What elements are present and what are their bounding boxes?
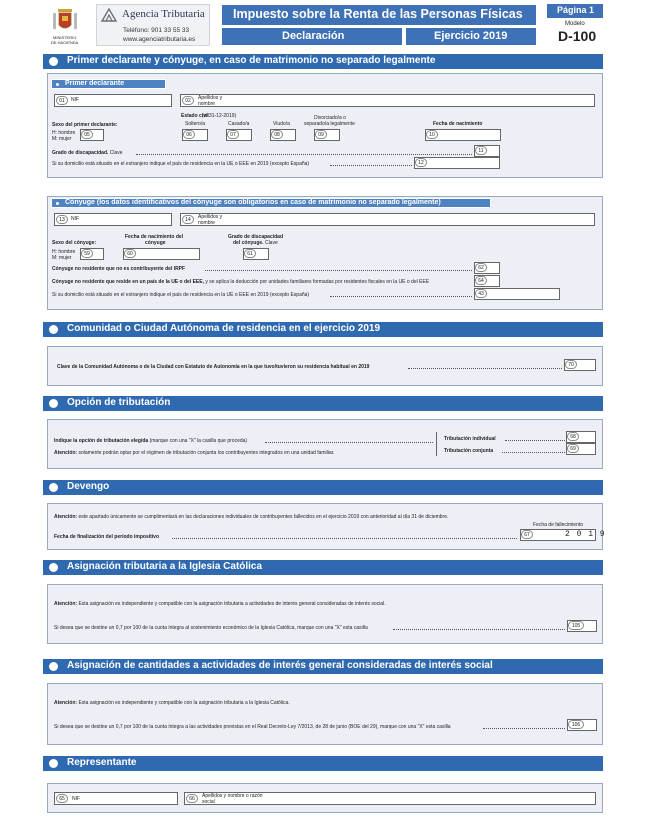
box-num-43: 43 bbox=[475, 289, 487, 298]
box-num-66: 66 bbox=[186, 794, 198, 803]
agency-phone: Teléfono: 901 33 55 33 bbox=[123, 27, 190, 34]
box-num-12: 12 bbox=[415, 158, 427, 167]
church-panel bbox=[47, 584, 603, 644]
box-num-70: 70 bbox=[565, 360, 577, 369]
representative-nif-label: NIF bbox=[72, 796, 81, 802]
spouse-name-label-2: nombre bbox=[198, 220, 215, 226]
civil-option-divorced-1: Divorciado/a o bbox=[314, 115, 346, 121]
box-num-14: 14 bbox=[182, 215, 194, 224]
section-first-declarant-bar: Primer declarante y cónyuge, en caso de matrimonio no separado legalmente bbox=[43, 54, 603, 69]
representative-name-label-2: social bbox=[202, 799, 215, 805]
box-num-61: 61 bbox=[244, 249, 256, 258]
dot-leader bbox=[408, 368, 562, 369]
civil-option-divorced-2: separado/a legalmente bbox=[304, 121, 355, 127]
death-date-year: 2 0 1 9 bbox=[565, 530, 606, 539]
section-bullet-icon bbox=[49, 57, 58, 66]
section-bullet-icon bbox=[49, 483, 58, 492]
civil-option-widowed: Viudo/a bbox=[273, 121, 290, 127]
box-num-07: 07 bbox=[227, 130, 239, 139]
spouse-birth-label-2: cónyuge bbox=[145, 240, 166, 246]
section-church-bar: Asignación tributaria a la Iglesia Católica bbox=[43, 560, 603, 575]
box-num-09: 09 bbox=[315, 130, 327, 139]
agency-card bbox=[96, 4, 210, 46]
social-label: Si desea que se destine un 0,7 por 100 de la cuota íntegra a las actividades previstas en el Real Decreto-Ley 7/2013, de 28 de junio (BOE del 29), marque con una "X" esta casilla bbox=[54, 724, 451, 730]
ministry-line2: DE HACIENDA bbox=[51, 40, 79, 45]
box-num-08: 08 bbox=[271, 130, 283, 139]
spouse-sex-label: Sexo del cónyuge: bbox=[52, 240, 97, 246]
box-num-13: 13 bbox=[56, 215, 68, 224]
section-social-bar: Asignación de cantidades a actividades de interés general consideradas de interés social bbox=[43, 659, 603, 674]
spouse-name-label-1: Apellidos y bbox=[198, 214, 223, 220]
section-bullet-icon bbox=[49, 662, 58, 671]
box-num-10: 10 bbox=[426, 130, 438, 139]
civil-label: Estado civil bbox=[181, 113, 209, 119]
box-num-11: 11 bbox=[475, 146, 487, 155]
community-label: Clave de la Comunidad Autónoma o de la Ciudad con Estatuto de Autonomía en la que tuvo/tuvieron su residencia habitual en 2019 bbox=[57, 364, 370, 370]
section-bullet-icon bbox=[49, 563, 58, 572]
taxation-attention-row: Atención: solamente podrán optar por el régimen de tributación conjunta los contribuyentes integrados en una unidad familiar. bbox=[54, 450, 335, 456]
name-label-2: nombre bbox=[198, 101, 215, 107]
spouse-disability-label-1: Grado de discapacidad bbox=[228, 234, 284, 240]
representative-name-label-1: Apellidos y nombre o razón bbox=[202, 793, 263, 799]
box-num-64: 64 bbox=[475, 276, 487, 285]
dot-leader bbox=[393, 629, 565, 630]
dot-leader bbox=[502, 452, 565, 453]
box-num-69: 69 bbox=[567, 444, 579, 453]
taxation-individual-label: Tributación individual bbox=[444, 436, 496, 442]
social-attention-row: Atención: Esta asignación es independiente y compatible con la asignación tributaria a la Iglesia Católica. bbox=[54, 700, 290, 706]
devengo-end-label: Fecha de finalización del período impositivo bbox=[54, 534, 160, 540]
disability-row: Grado de discapacidad. Clave bbox=[52, 150, 123, 156]
box-num-05: 05 bbox=[81, 130, 93, 139]
name-field[interactable] bbox=[180, 94, 595, 107]
section-bullet-icon bbox=[49, 399, 58, 408]
sex-options-2: M: mujer bbox=[52, 136, 72, 142]
church-label: Si desea que se destine un 0,7 por 100 de la cuota íntegra al sostenimiento económico de la Iglesia Católica, marque con una "X" esta casilla bbox=[54, 625, 368, 631]
spouse-ue-row: Cónyuge no residente que reside en un país de la UE o del EEE, y se aplica la deducción por unidades familiares formadas por residentes fiscales en la UE o del EEE bbox=[52, 279, 430, 285]
box-num-06: 06 bbox=[183, 130, 195, 139]
subsection-spouse: Cónyuge (los datos identificativos del cónyuge son obligatorios en caso de matrimonio no separado legalmente) bbox=[51, 198, 491, 208]
box-num-62: 62 bbox=[475, 263, 487, 272]
dot-leader bbox=[265, 442, 433, 443]
devengo-attention-row: Atención: este apartado únicamente se cumplimentará en las declaraciones individuales de contribuyentes fallecidos en el ejercicio 2019 con anterioridad al día 31 de diciembre. bbox=[54, 514, 449, 520]
dot-leader bbox=[172, 538, 517, 539]
dot-leader bbox=[505, 440, 565, 441]
nif-label: NIF bbox=[71, 97, 80, 103]
taxation-indicate-row: Indique la opción de tributación elegida (marque con una "X" la casilla que proceda) bbox=[54, 438, 248, 444]
fiscal-year-label: Ejercicio 2019 bbox=[406, 28, 536, 45]
agency-name: Agencia Tributaria bbox=[122, 8, 205, 20]
ministry-line1: MINISTERIO bbox=[53, 35, 77, 40]
taxation-panel bbox=[47, 419, 603, 469]
box-num-65: 65 bbox=[56, 794, 68, 803]
form-title: Impuesto sobre la Renta de las Personas Físicas bbox=[222, 5, 536, 25]
page-label: Página 1 bbox=[547, 4, 603, 18]
civil-date: (el 31-12-2019) bbox=[202, 113, 237, 119]
model-code: D-100 bbox=[558, 28, 597, 44]
name-label-1: Apellidos y bbox=[198, 95, 223, 101]
spouse-sex-options-1: H: hombre bbox=[52, 249, 76, 255]
spouse-sex-options-2: M: mujer bbox=[52, 255, 72, 261]
section-community-bar: Comunidad o Ciudad Autónoma de residencia en el ejercicio 2019 bbox=[43, 322, 603, 337]
section-representative-bar: Representante bbox=[43, 756, 603, 771]
birth-label: Fecha de nacimiento bbox=[433, 121, 483, 127]
box-num-02: 02 bbox=[182, 96, 194, 105]
declaration-label: Declaración bbox=[222, 28, 402, 45]
bullet-icon bbox=[56, 83, 59, 86]
spouse-nonres-label: Cónyuge no residente que no es contribuyente del IRPF bbox=[52, 266, 186, 272]
box-num-105: 105 bbox=[568, 621, 584, 630]
sex-label: Sexo del primer declarante: bbox=[52, 122, 118, 128]
civil-option-married: Casado/a bbox=[228, 121, 250, 127]
church-attention-row: Atención: Esta asignación es independiente y compatible con la asignación tributaria a actividades de interés general consideradas de interés social. bbox=[54, 601, 386, 607]
section-bullet-icon bbox=[49, 325, 58, 334]
box-num-60: 60 bbox=[124, 249, 136, 258]
box-num-106: 106 bbox=[568, 720, 584, 729]
social-panel bbox=[47, 683, 603, 745]
agency-website: www.agenciatributaria.es bbox=[123, 36, 196, 43]
spouse-name-field[interactable] bbox=[180, 213, 595, 226]
dot-leader bbox=[483, 728, 565, 729]
dot-leader bbox=[330, 165, 412, 166]
coat-of-arms bbox=[50, 5, 80, 35]
civil-option-single: Soltero/a bbox=[185, 121, 206, 127]
spouse-nif-label: NIF bbox=[71, 216, 80, 222]
bullet-icon bbox=[56, 202, 59, 205]
section-devengo-bar: Devengo bbox=[43, 480, 603, 495]
spouse-disability-row: del cónyuge. Clave bbox=[233, 240, 278, 246]
devengo-panel bbox=[47, 503, 603, 550]
taxation-joint-label: Tributación conjunta bbox=[444, 448, 494, 454]
sex-options-1: H: hombre bbox=[52, 130, 76, 136]
spouse-birth-label-1: Fecha de nacimiento del bbox=[125, 234, 184, 240]
spouse-abroad-label: Si su domicilio está situado en el extranjero indique el país de residencia en la UE o EEE en 2019 (excepto España) bbox=[52, 292, 310, 298]
dot-leader bbox=[136, 154, 472, 155]
box-num-59: 59 bbox=[81, 249, 93, 258]
box-num-68: 68 bbox=[567, 432, 579, 441]
abroad-label: Si su domicilio está situado en el extranjero indique el país de residencia en la UE o EEE en 2019 (excepto España) bbox=[52, 161, 310, 167]
box-num-01: 01 bbox=[56, 96, 68, 105]
agency-logo-icon bbox=[101, 8, 117, 22]
box-num-67: 67 bbox=[521, 530, 533, 539]
subsection-primer-declarante: Primer declarante bbox=[51, 79, 166, 89]
taxation-separator bbox=[436, 432, 437, 456]
section-taxation-bar: Opción de tributación bbox=[43, 396, 603, 411]
dot-leader bbox=[205, 270, 472, 271]
dot-leader bbox=[330, 296, 472, 297]
death-date-label: Fecha de fallecimiento bbox=[533, 522, 584, 528]
model-label: Modelo bbox=[565, 21, 585, 27]
section-bullet-icon bbox=[49, 759, 58, 768]
